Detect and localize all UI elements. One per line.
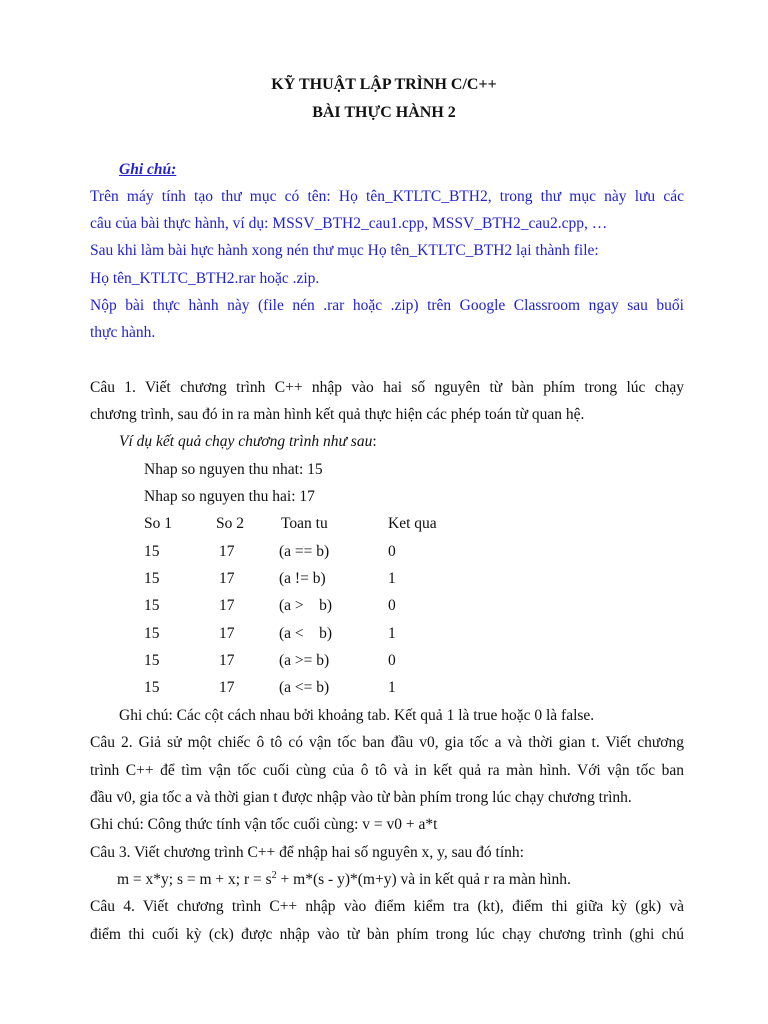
q1-example-intro: Ví dụ kết quả chạy chương trình như sau: [119, 433, 377, 450]
document-title: KỸ THUẬT LẬP TRÌNH C/C++ [271, 76, 497, 93]
q1-note: Ghi chú: Các cột cách nhau bởi khoảng tab. Kết quả 1 là true hoặc 0 là false. [119, 707, 595, 724]
table-header-cell: So 1 [144, 515, 172, 532]
table-cell: (a <= b) [279, 679, 330, 696]
q1-text: chương trình, sau đó in ra màn hình kết quả thực hiện các phép toán từ quan hệ. [90, 406, 585, 423]
q1-input-line: Nhap so nguyen thu nhat: 15 [144, 461, 323, 478]
table-cell: 17 [219, 679, 235, 696]
table-cell: 0 [388, 652, 396, 669]
q4-text: điểm thi cuối kỳ (ck) được nhập vào từ bàn phím trong lúc chạy chương trình (ghi chú [90, 926, 684, 943]
table-cell: 15 [144, 570, 160, 587]
notes-line: Họ tên_KTLTC_BTH2.rar hoặc .zip. [90, 270, 320, 287]
table-cell: 15 [144, 652, 160, 669]
table-cell: (a > b) [279, 597, 333, 614]
q3-formula: m = x*y; s = m + x; $r = s^2 + m*(s - y)*(m+y)$ và in kết quả r ra màn hình. [117, 869, 571, 888]
table-cell: 1 [388, 679, 396, 696]
table-cell: 17 [219, 597, 235, 614]
notes-line: Sau khi làm bài hực hành xong nén thư mục Họ tên_KTLTC_BTH2 lại thành file: [90, 242, 599, 259]
table-header-cell: So 2 [216, 515, 244, 532]
table-header-cell: Ket qua [388, 515, 437, 532]
table-cell: 1 [388, 570, 396, 587]
table-cell: (a == b) [279, 543, 330, 560]
notes-label: Ghi chú: [119, 161, 177, 178]
notes-line: thực hành. [90, 324, 156, 341]
q2-text: trình C++ để tìm vận tốc cuối cùng của ô tô và in kết quả ra màn hình. Với vận tốc ban [90, 762, 684, 779]
table-cell: (a < b) [279, 625, 333, 642]
table-cell: 15 [144, 625, 160, 642]
table-cell: 15 [144, 679, 160, 696]
table-cell: 17 [219, 543, 235, 560]
q1-text: Câu 1. Viết chương trình C++ nhập vào hai số nguyên từ bàn phím trong lúc chạy [90, 379, 684, 396]
q1-input-line: Nhap so nguyen thu hai: 17 [144, 488, 315, 505]
notes-line: Trên máy tính tạo thư mục có tên: Họ tên_KTLTC_BTH2, trong thư mục này lưu các [90, 188, 684, 205]
table-cell: (a >= b) [279, 652, 330, 669]
notes-line: Nộp bài thực hành này (file nén .rar hoặc .zip) trên Google Classroom ngay sau buổi [90, 297, 684, 314]
table-cell: (a != b) [279, 570, 326, 587]
table-cell: 15 [144, 543, 160, 560]
q4-text: Câu 4. Viết chương trình C++ nhập vào điểm kiểm tra (kt), điểm thi giữa kỳ (gk) và [90, 898, 684, 915]
table-cell: 0 [388, 597, 396, 614]
q2-text: đầu v0, gia tốc a và thời gian t được nhập vào từ bàn phím trong lúc chạy chương trình. [90, 789, 632, 806]
document-subtitle: BÀI THỰC HÀNH 2 [312, 104, 456, 121]
table-cell: 17 [219, 570, 235, 587]
table-cell: 17 [219, 652, 235, 669]
table-cell: 0 [388, 543, 396, 560]
q3-text: Câu 3. Viết chương trình C++ để nhập hai số nguyên x, y, sau đó tính: [90, 844, 524, 861]
notes-line: câu của bài thực hành, ví dụ: MSSV_BTH2_cau1.cpp, MSSV_BTH2_cau2.cpp, … [90, 215, 608, 232]
table-cell: 1 [388, 625, 396, 642]
q2-note: Ghi chú: Công thức tính vận tốc cuối cùng: v = v0 + a*t [90, 816, 438, 833]
table-header-cell: Toan tu [281, 515, 328, 532]
q2-text: Câu 2. Giả sử một chiếc ô tô có vận tốc ban đầu v0, gia tốc a và thời gian t. Viết chương [90, 734, 684, 751]
table-cell: 15 [144, 597, 160, 614]
table-cell: 17 [219, 625, 235, 642]
